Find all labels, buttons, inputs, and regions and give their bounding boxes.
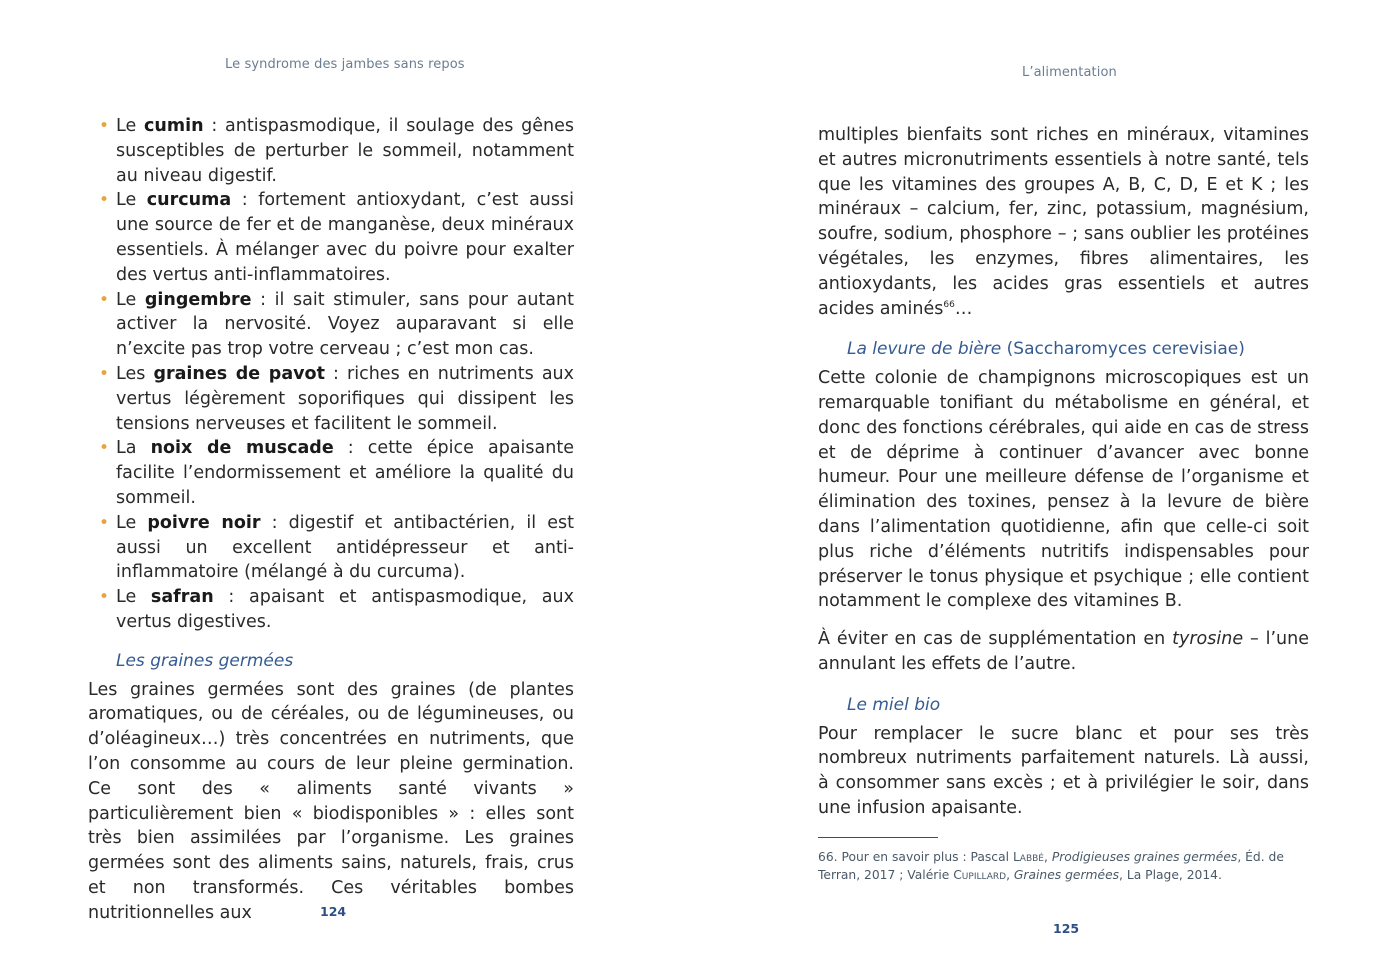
footnote-66: 66. Pour en savoir plus : Pascal Labbé, Prodigieuses graines germées, Éd. de Terran, 2017 ; Valérie Cupillard, Graines germées, La Plage, 2014. — [818, 850, 1284, 882]
running-head-right: L’alimentation — [1022, 65, 1117, 80]
section-heading-levure: La levure de bière (Saccharomyces cerevisiae) — [847, 339, 1245, 360]
list-item: • Le cumin : antispasmodique, il soulage des gênes susceptibles de perturber le sommeil, notamment au niveau digestif. — [116, 114, 574, 188]
section-body-graines: Les graines germées sont des graines (de plantes aromatiques, ou de céréales, ou de légumineuses, ou d’oléagineux…) très concentrées en nutriments, que l’on consomme au cours de leur pleine germination. Ce sont des « aliments santé vivants » particulièrement bien « biodisponibles » : elles sont très bien assimilées par l’organisme. Les graines germées sont des aliments sains, naturels, frais, crus et non transformés. Ces véritables bombes nutritionnelles aux — [88, 679, 574, 923]
bullet-term: graines de pavot — [153, 363, 325, 384]
page-number-left: 124 — [320, 904, 347, 919]
bullet-term: noix de muscade — [150, 438, 334, 459]
spice-list — [88, 114, 574, 635]
levure-warning: À éviter en cas de supplémentation en tyrosine – l’une annulant les effets de l’autre. — [818, 629, 1309, 674]
page-number-right: 125 — [1053, 921, 1080, 936]
right-text-column — [818, 123, 1309, 821]
section-heading-miel: Le miel bio — [847, 694, 941, 715]
section-body-miel: Pour remplacer le sucre blanc et pour ses très nombreux nutriments parfaitement naturels. Là aussi, à consommer sans excès ; et à privilégier le soir, dans une infusion apaisante. — [818, 723, 1309, 818]
right-page — [700, 0, 1400, 980]
left-text-column — [88, 114, 574, 926]
list-item: • Les graines de pavot : riches en nutriments aux vertus légèrement soporifiques qui dissipent les tensions nerveuses et facilitent le sommeil. — [116, 362, 574, 436]
continuation-paragraph: multiples bienfaits sont riches en minéraux, vitamines et autres micronutriments essentiels à notre santé, tels que les vitamines des groupes A, B, C, D, E et K ; les minéraux – calcium, fer, zinc, potassium, magnésium, soufre, sodium, phosphore – ; sans oublier les protéines végétales, les enzymes, fibres alimentaires, les antioxydants, les acides gras essentiels et autres acides aminés$^{66}$… — [818, 125, 1309, 319]
bullet-term: gingembre — [144, 289, 252, 310]
list-item: • La noix de muscade : cette épice apaisante facilite l’endormissement et améliore la qualité du sommeil. — [116, 436, 574, 510]
bullet-term: safran — [150, 587, 214, 608]
list-item: • Le curcuma : fortement antioxydant, c’est aussi une source de fer et de manganèse, deux minéraux essentiels. À mélanger avec du poivre pour exalter des vertus anti-inflammatoires. — [116, 188, 574, 287]
list-item: • Le gingembre : il sait stimuler, sans pour autant activer la nervosité. Voyez auparavant si elle n’excite pas trop votre cerveau ; c’est mon cas. — [116, 288, 574, 362]
bullet-term: curcuma — [146, 190, 232, 211]
latin-name: (Saccharomyces cerevisiae) — [1006, 339, 1245, 360]
bullet-term: poivre noir — [147, 512, 261, 533]
bullet-term: cumin — [144, 116, 204, 136]
list-item: • Le safran : apaisant et antispasmodique, aux vertus digestives. — [116, 585, 574, 635]
section-body-levure: Cette colonie de champignons microscopiques est un remarquable tonifiant du métabolisme en général, et donc des fonctions cérébrales, qui aide en cas de stress et de déprime à continuer d’avancer avec bonne humeur. Pour une meilleure défense de l’organisme et élimination des toxines, pensez à la levure de bière dans l’alimentation quotidienne, afin que celle-ci soit plus riche d’éléments nutritifs indispensables pour préserver le tonus physique et psychique ; elle contient notamment le complexe des vitamines B. — [818, 368, 1309, 612]
footnote-rule — [818, 837, 938, 838]
footnote-ref[interactable]: 66 — [943, 299, 955, 310]
list-item: • Le poivre noir : digestif et antibactérien, il est aussi un excellent antidépresseur et anti-inflammatoire (mélangé à du curcuma). — [116, 511, 574, 585]
warning-term: tyrosine — [1172, 629, 1244, 650]
running-head-left: Le syndrome des jambes sans repos — [225, 57, 465, 72]
section-heading-graines: Les graines germées — [116, 650, 294, 671]
